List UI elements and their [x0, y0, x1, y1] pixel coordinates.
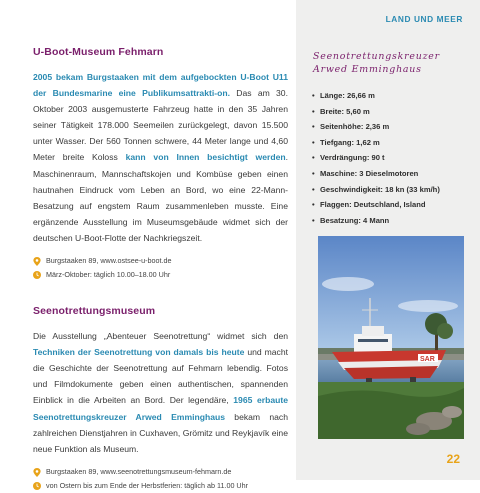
uboot-visit-highlight: kann von Innen besichtigt werden: [125, 152, 286, 163]
seenot-text-3: bekam nach zahlreichen Dienstjahren in Cuxhaven, Grömitz und Reykjavík eine neue Funktion als Museum.: [33, 411, 288, 454]
clock-icon: [33, 482, 41, 490]
seenot-address-row: [33, 465, 288, 479]
fact-item: • Besatzung: 4 Mann: [312, 215, 390, 225]
uboot-hours: März-Oktober: täglich 10.00–18.00 Uhr: [46, 270, 171, 280]
uboot-info: [33, 254, 288, 282]
fact-item: • Maschine: 3 Dieselmotoren: [312, 168, 419, 178]
fact-item: • Tiefgang: 1,62 m: [312, 137, 380, 147]
facts-list: [312, 88, 472, 228]
fact-item: • Länge: 26,66 m: [312, 91, 375, 100]
uboot-address: Burgstaaken 89, www.ostsee-u-boot.de: [46, 256, 172, 266]
seenot-hours: von Ostern bis zum Ende der Herbstferien: täglich ab 11.00 Uhr: [46, 480, 249, 490]
uboot-text-mid: Das am 30. Oktober 2003 ausgemusterte Fahrzeug hatte in den 35 Jahren seiner Tätigkeit 178.000 Seemeilen zurückgelegt, davon 15.500 unter Wasser. Der 560 Tonnen schwere, 44 Meter lange und 4,60 Meter breite Koloss: [33, 88, 288, 163]
fact-item: • Flaggen: Deutschland, Island: [312, 200, 426, 210]
page-number: 22: [446, 452, 460, 466]
main-column: [33, 46, 288, 493]
location-pin-icon: [33, 257, 41, 265]
rescue-cruiser-illustration: [318, 236, 464, 439]
sidebar-title: [313, 51, 473, 76]
uboot-text-end: . Maschinenraum, Mannschaftskojen und Kombüse geben einen hautnahen Eindruck vom Leben an Bord, wo eine 22-Mann-Besatzung auf engstem Raum zusammenleben musste. Eine ergänzende Ausstellung im Museumsgebäude widmet sich der deutschen U-Boot-Flotte der Nachkriegszeit.: [33, 152, 289, 243]
seenot-text-1: Die Ausstellung „Abenteuer Seenotrettung“ widmet sich den: [33, 331, 288, 342]
fact-item: • Breite: 5,60 m: [312, 106, 370, 116]
clock-icon: [33, 271, 41, 279]
uboot-address-row: [33, 254, 288, 268]
section-heading-seenot: Seenotrettungsmuseum: [33, 305, 156, 318]
sidebar-title-line2: Arwed Emminghaus: [313, 63, 422, 75]
section-label: LAND UND MEER: [385, 14, 463, 24]
hull-lettering: SAR: [420, 356, 435, 363]
fact-item: • Verdrängung: 90 t: [312, 153, 385, 163]
location-pin-icon: [33, 468, 41, 476]
seenot-address: Burgstaaken 89, www.seenotrettungsmuseum-fehmarn.de: [46, 466, 232, 476]
fact-item: • Geschwindigkeit: 18 kn (33 km/h): [312, 184, 440, 194]
fact-item: • Seitenhöhe: 2,36 m: [312, 122, 390, 132]
seenot-paragraph: [33, 328, 288, 457]
ship-photo: [318, 236, 464, 439]
seenot-highlight-2: 1965 erbaute Seenotrettungskreuzer Arwed Emminghaus: [33, 395, 288, 422]
section-heading-uboot: U-Boot-Museum Fehmarn: [33, 46, 164, 58]
seenot-text-2: und macht die Geschichte der Seenotrettung auf Fehmarn lebendig. Fotos und Filmdokumente geben einen authentischen, spannenden Einblick in die Arbeiten an Bord. Der legendäre,: [33, 347, 288, 406]
uboot-intro-highlight: 2005 bekam Burgstaaken mit dem aufgebockten U-Boot U11 der Bundesmarine eine Publikumsattrakti-on.: [33, 72, 288, 99]
seenot-info: [33, 465, 288, 493]
uboot-hours-row: [33, 268, 288, 282]
seenot-highlight-1: Techniken der Seenotrettung von damals bis heute: [33, 347, 245, 358]
seenot-hours-row: [33, 479, 288, 493]
uboot-paragraph: [33, 69, 288, 246]
sidebar-title-line1: Seenotrettungskreuzer: [313, 51, 440, 62]
